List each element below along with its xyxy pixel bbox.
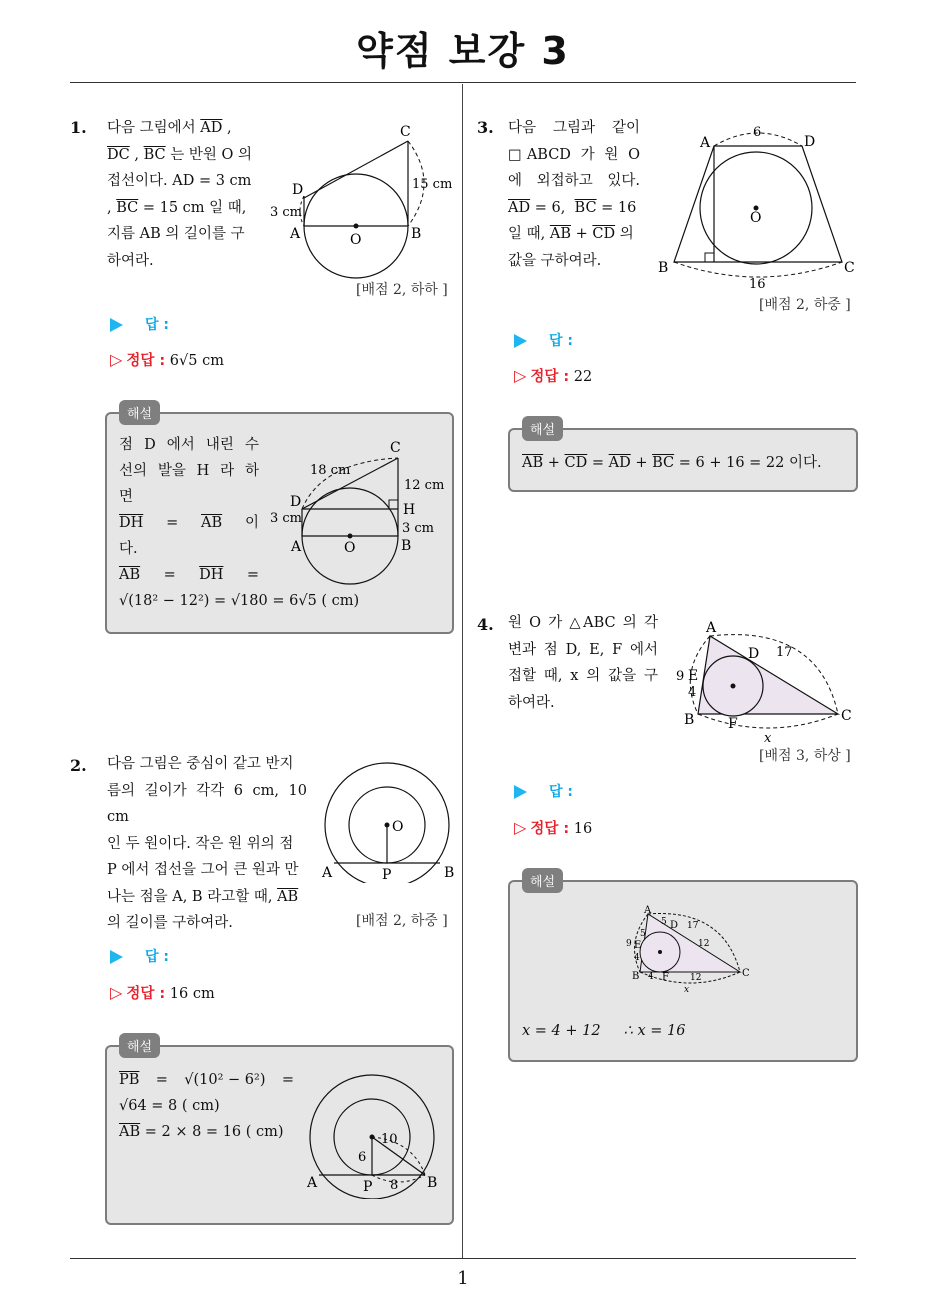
q2-answer-label: 답 : xyxy=(110,946,169,966)
svg-text:A: A xyxy=(291,539,302,555)
q3-number: 3. xyxy=(477,118,494,137)
hollow-triangle-icon: ▷ xyxy=(110,350,123,369)
q4-solution-text: x = 4 + 12 ∴ x = 16 xyxy=(522,1023,686,1039)
svg-text:D: D xyxy=(804,134,816,150)
q2-figure xyxy=(318,755,463,883)
q4-number: 4. xyxy=(477,615,494,634)
svg-text:B: B xyxy=(427,1175,438,1191)
svg-text:D: D xyxy=(748,646,760,662)
svg-text:P: P xyxy=(363,1179,373,1195)
svg-text:A: A xyxy=(706,620,717,636)
svg-text:B: B xyxy=(684,712,695,728)
q1-text: 다음 그림에서 $\overline{AD}$ , $\overline{DC}$ , $\overline{BC}$ 는 반원 O 의 접선이다. AD = 3 cm , $\overline{BC} = 15$ cm 일 때, 지름 AB 의 길이를 구 하여라. xyxy=(107,120,252,269)
q3-text: 다음 그림과 같이 □ABCD 가 원 O 에 외접하고 있다. $\overline{AD}$ = 6, $\overline{BC}$ = 16 일 때, $\overline{AB} + \overline{CD}$ 의 값을 구하여라. xyxy=(508,120,640,269)
svg-text:6: 6 xyxy=(358,1150,367,1165)
svg-text:E: E xyxy=(688,668,699,684)
svg-text:12 cm: 12 cm xyxy=(404,478,445,493)
svg-text:12: 12 xyxy=(690,973,702,983)
svg-text:D: D xyxy=(670,920,679,931)
svg-text:16: 16 xyxy=(749,277,766,292)
svg-text:9: 9 xyxy=(626,939,632,949)
answer-arrow-icon xyxy=(110,950,123,964)
answer-arrow-icon xyxy=(514,785,527,799)
q1-number: 1. xyxy=(70,118,87,137)
solution-tag: 해설 xyxy=(119,1033,160,1058)
svg-text:17: 17 xyxy=(776,645,793,660)
q2-solution-figure xyxy=(303,1071,448,1199)
svg-text:3 cm: 3 cm xyxy=(270,511,303,526)
svg-text:A: A xyxy=(307,1175,318,1191)
solution-tag: 해설 xyxy=(522,868,563,893)
q4-meta: [배점 3, 하상 ] xyxy=(759,748,851,764)
svg-text:5: 5 xyxy=(640,929,646,939)
svg-text:D: D xyxy=(290,494,302,510)
q1-meta: [배점 2, 하하 ] xyxy=(356,282,448,298)
svg-text:F: F xyxy=(662,972,669,983)
q3-answer-label: 답 : xyxy=(514,330,573,350)
solution-tag: 해설 xyxy=(522,416,563,441)
svg-text:P: P xyxy=(382,867,392,883)
q1-correct: ▷ 정답 : 6√5 cm xyxy=(110,350,224,369)
q3-correct: ▷ 정답 : 22 xyxy=(514,366,593,385)
q1-answer-label: 답 : xyxy=(110,314,169,334)
q4-answer-label: 답 : xyxy=(514,781,573,801)
q2-meta: [배점 2, 하중 ] xyxy=(356,913,448,929)
svg-text:A: A xyxy=(290,226,301,242)
svg-text:12: 12 xyxy=(698,939,710,949)
svg-text:18 cm: 18 cm xyxy=(310,463,351,478)
page-title: 약점 보강 3 xyxy=(356,29,570,73)
hollow-triangle-icon: ▷ xyxy=(110,983,123,1002)
svg-text:C: C xyxy=(844,260,855,276)
svg-text:15 cm: 15 cm xyxy=(412,177,453,192)
svg-text:C: C xyxy=(841,708,852,724)
svg-text:4: 4 xyxy=(634,953,640,963)
svg-text:O: O xyxy=(350,232,362,248)
q3-solution-text: $\overline{AB} + \overline{CD} = \overline{AD} + \overline{BC} = 6 + 16 = 22$ 이다. xyxy=(522,455,822,471)
q2-solution-box xyxy=(105,1040,454,1225)
svg-text:H: H xyxy=(403,502,416,518)
q1-solution-figure xyxy=(262,434,447,594)
q2-solution-text: $\overline{PB}$ = √(10² − 6²) = √64 = 8 ( cm) $\overline{AB} = 2 \times 8 = 16$ ( cm) xyxy=(119,1072,294,1140)
q4-solution-figure xyxy=(618,902,758,998)
svg-text:5: 5 xyxy=(661,917,667,927)
svg-text:E: E xyxy=(634,940,642,951)
svg-text:x: x xyxy=(684,985,690,995)
svg-text:B: B xyxy=(444,865,455,881)
svg-text:F: F xyxy=(728,716,738,732)
svg-text:B: B xyxy=(658,260,669,276)
svg-text:3 cm: 3 cm xyxy=(402,521,435,536)
svg-text:x: x xyxy=(764,731,772,746)
q2-number: 2. xyxy=(70,756,87,775)
solution-tag: 해설 xyxy=(119,400,160,425)
q4-solution-box xyxy=(508,875,858,1062)
svg-text:O: O xyxy=(392,819,404,835)
svg-text:4: 4 xyxy=(688,685,697,700)
answer-arrow-icon xyxy=(514,334,527,348)
svg-text:10: 10 xyxy=(381,1132,398,1147)
svg-text:A: A xyxy=(644,905,652,916)
q2-correct: ▷ 정답 : 16 cm xyxy=(110,983,215,1002)
svg-text:B: B xyxy=(411,226,422,242)
q1-figure xyxy=(268,118,463,288)
answer-arrow-icon xyxy=(110,318,123,332)
svg-text:C: C xyxy=(390,440,401,456)
q1-solution-box xyxy=(105,407,454,634)
q1-solution-text: 점 D 에서 내린 수 선의 발을 H 라 하 면 $\overline{DH}$ = $\overline{AB}$ 이 다. $\overline{AB}$ = $\overline{DH}$ = √(18² − 12²) = √180 = 6√5 ( cm) xyxy=(119,437,360,609)
svg-text:3 cm: 3 cm xyxy=(270,205,303,220)
q3-figure xyxy=(652,120,857,292)
svg-text:C: C xyxy=(742,968,750,979)
svg-text:O: O xyxy=(750,210,762,226)
q4-figure xyxy=(668,612,860,752)
hollow-triangle-icon: ▷ xyxy=(514,818,527,837)
q4-correct: ▷ 정답 : 16 xyxy=(514,818,593,837)
svg-text:4: 4 xyxy=(648,972,654,982)
bottom-rule xyxy=(70,1258,856,1259)
svg-text:B: B xyxy=(401,538,412,554)
page-number: 1 xyxy=(457,1268,469,1289)
svg-text:8: 8 xyxy=(390,1178,399,1193)
q3-meta: [배점 2, 하중 ] xyxy=(759,297,851,313)
svg-text:6: 6 xyxy=(753,125,762,140)
q4-text: 원 O 가 △ABC 의 각 변과 점 D, E, F 에서 접할 때, x 의 값을 구 하여라. xyxy=(508,615,658,711)
svg-text:B: B xyxy=(632,971,640,982)
svg-text:C: C xyxy=(400,124,411,140)
svg-text:A: A xyxy=(322,865,333,881)
svg-text:9: 9 xyxy=(676,669,685,684)
hollow-triangle-icon: ▷ xyxy=(514,366,527,385)
svg-text:17: 17 xyxy=(687,921,699,931)
q3-solution-box xyxy=(508,423,858,492)
svg-text:D: D xyxy=(292,182,304,198)
svg-text:A: A xyxy=(700,135,711,151)
q2-text: 다음 그림은 중심이 같고 반지 름의 길이가 각각 6 cm, 10 cm 인 두 원이다. 작은 원 위의 점 P 에서 접선을 그어 큰 원과 만 나는 점을 A, B 라고할 때, $\overline{AB}$ 의 길이를 구하여라. xyxy=(107,756,307,931)
top-rule xyxy=(70,82,856,83)
svg-text:O: O xyxy=(344,540,356,556)
